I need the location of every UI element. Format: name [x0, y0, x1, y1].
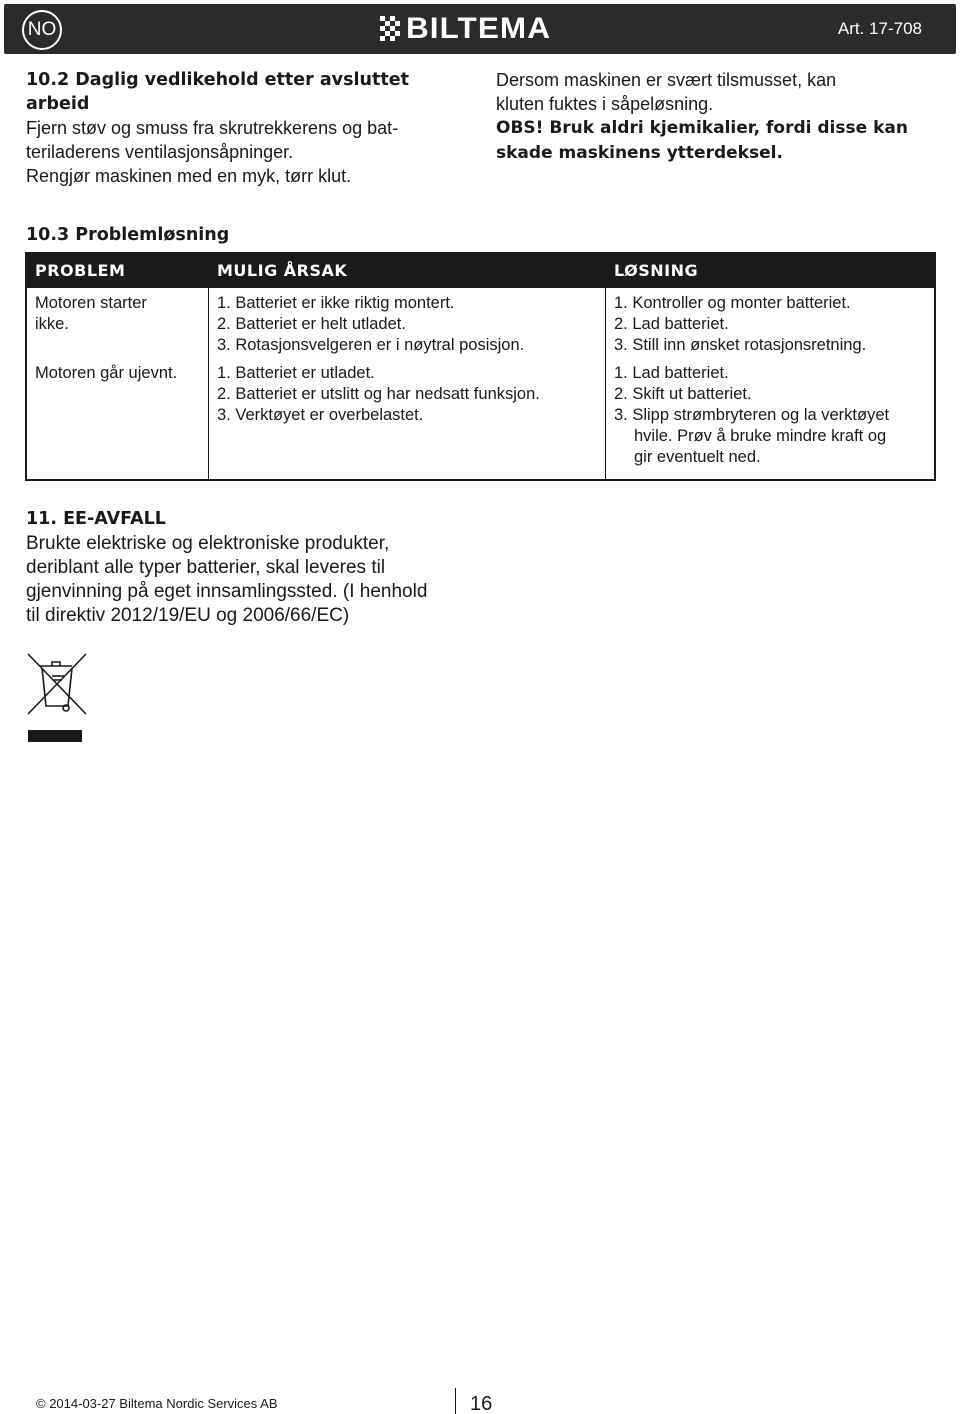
- cause-text: 3. Verktøyet er overbelastet.: [217, 406, 424, 424]
- solution-text: 1. Lad batteriet.: [614, 364, 729, 382]
- table-row: [35, 363, 208, 384]
- table-header: [27, 254, 934, 288]
- paragraph-line: Fjern støv og smuss fra skrutrekkerens og bat-: [26, 118, 399, 138]
- cause-text: 3. Rotasjonsvelgeren er i nøytral posisjon.: [217, 336, 525, 354]
- problem-text: Motoren går ujevnt.: [35, 364, 178, 382]
- solution-column: [606, 288, 934, 479]
- section-10-2-title-line1: 10.2 Daglig vedlikehold etter avsluttet: [26, 70, 409, 90]
- problem-column: [27, 288, 209, 479]
- table-row: [35, 293, 208, 356]
- cause-text: 1. Batteriet er utladet.: [217, 364, 375, 382]
- checkered-flag-icon: [380, 16, 402, 42]
- cause-text: 2. Batteriet er helt utladet.: [217, 315, 406, 333]
- troubleshooting-table: [25, 252, 936, 481]
- page-header: [0, 0, 960, 58]
- solution-text: gir eventuelt ned.: [634, 448, 761, 466]
- footer-divider: [455, 1388, 456, 1414]
- problem-text: Motoren starter: [35, 294, 147, 312]
- paragraph-line: Brukte elektriske og elektroniske produkter,: [26, 533, 390, 554]
- biltema-logo: [380, 12, 551, 45]
- table-row: [217, 363, 605, 426]
- solution-text: hvile. Prøv å bruke mindre kraft og: [634, 427, 887, 445]
- solution-text: 1. Kontroller og monter batteriet.: [614, 294, 851, 312]
- problem-text: ikke.: [35, 315, 69, 333]
- cause-column: [209, 288, 606, 479]
- table-row: [614, 363, 934, 468]
- paragraph-line: gjenvinning på eget innsamlingssted. (I henhold: [26, 581, 428, 602]
- warning-line: OBS! Bruk aldri kjemikalier, fordi disse kan: [496, 118, 908, 138]
- table-body: [27, 288, 934, 479]
- footer-copyright: © 2014-03-27 Biltema Nordic Services AB: [36, 1396, 278, 1411]
- section-10-2-continued: [496, 68, 936, 166]
- cause-text: 1. Batteriet er ikke riktig montert.: [217, 294, 455, 312]
- weee-crossed-bin-icon: [26, 652, 88, 744]
- solution-text: 2. Skift ut batteriet.: [614, 385, 752, 403]
- solution-text: 3. Still inn ønsket rotasjonsretning.: [614, 336, 867, 354]
- section-11: [26, 506, 486, 628]
- page-number: 16: [470, 1393, 493, 1414]
- solution-text: 2. Lad batteriet.: [614, 315, 729, 333]
- paragraph-line: Rengjør maskinen med en myk, tørr klut.: [26, 166, 352, 186]
- header-problem: PROBLEM: [35, 261, 126, 280]
- paragraph-line: deriblant alle typer batterier, skal leveres til: [26, 557, 386, 578]
- cause-text: 2. Batteriet er utslitt og har nedsatt funksjon.: [217, 385, 540, 403]
- logo-text: BILTEMA: [406, 12, 551, 45]
- paragraph-line: kluten fuktes i såpeløsning.: [496, 94, 714, 114]
- section-11-title: 11. EE-AVFALL: [26, 509, 166, 529]
- paragraph-line: til direktiv 2012/19/EU og 2006/66/EC): [26, 605, 350, 626]
- header-cause: MULIG ÅRSAK: [217, 261, 348, 280]
- paragraph-line: teriladerens ventilasjonsåpninger.: [26, 142, 294, 162]
- section-10-2: [26, 68, 466, 188]
- section-10-3-title: 10.3 Problemløsning: [26, 225, 230, 245]
- solution-text: 3. Slipp strømbryteren og la verktøyet: [614, 406, 890, 424]
- article-number: Art. 17-708: [837, 19, 922, 38]
- table-row: [614, 293, 934, 356]
- language-badge: NO: [22, 10, 62, 50]
- section-10-2-title-line2: arbeid: [26, 94, 90, 114]
- warning-line: skade maskinens ytterdeksel.: [496, 143, 783, 163]
- table-row: [217, 293, 605, 356]
- paragraph-line: Dersom maskinen er svært tilsmusset, kan: [496, 70, 837, 90]
- header-solution: LØSNING: [614, 261, 699, 280]
